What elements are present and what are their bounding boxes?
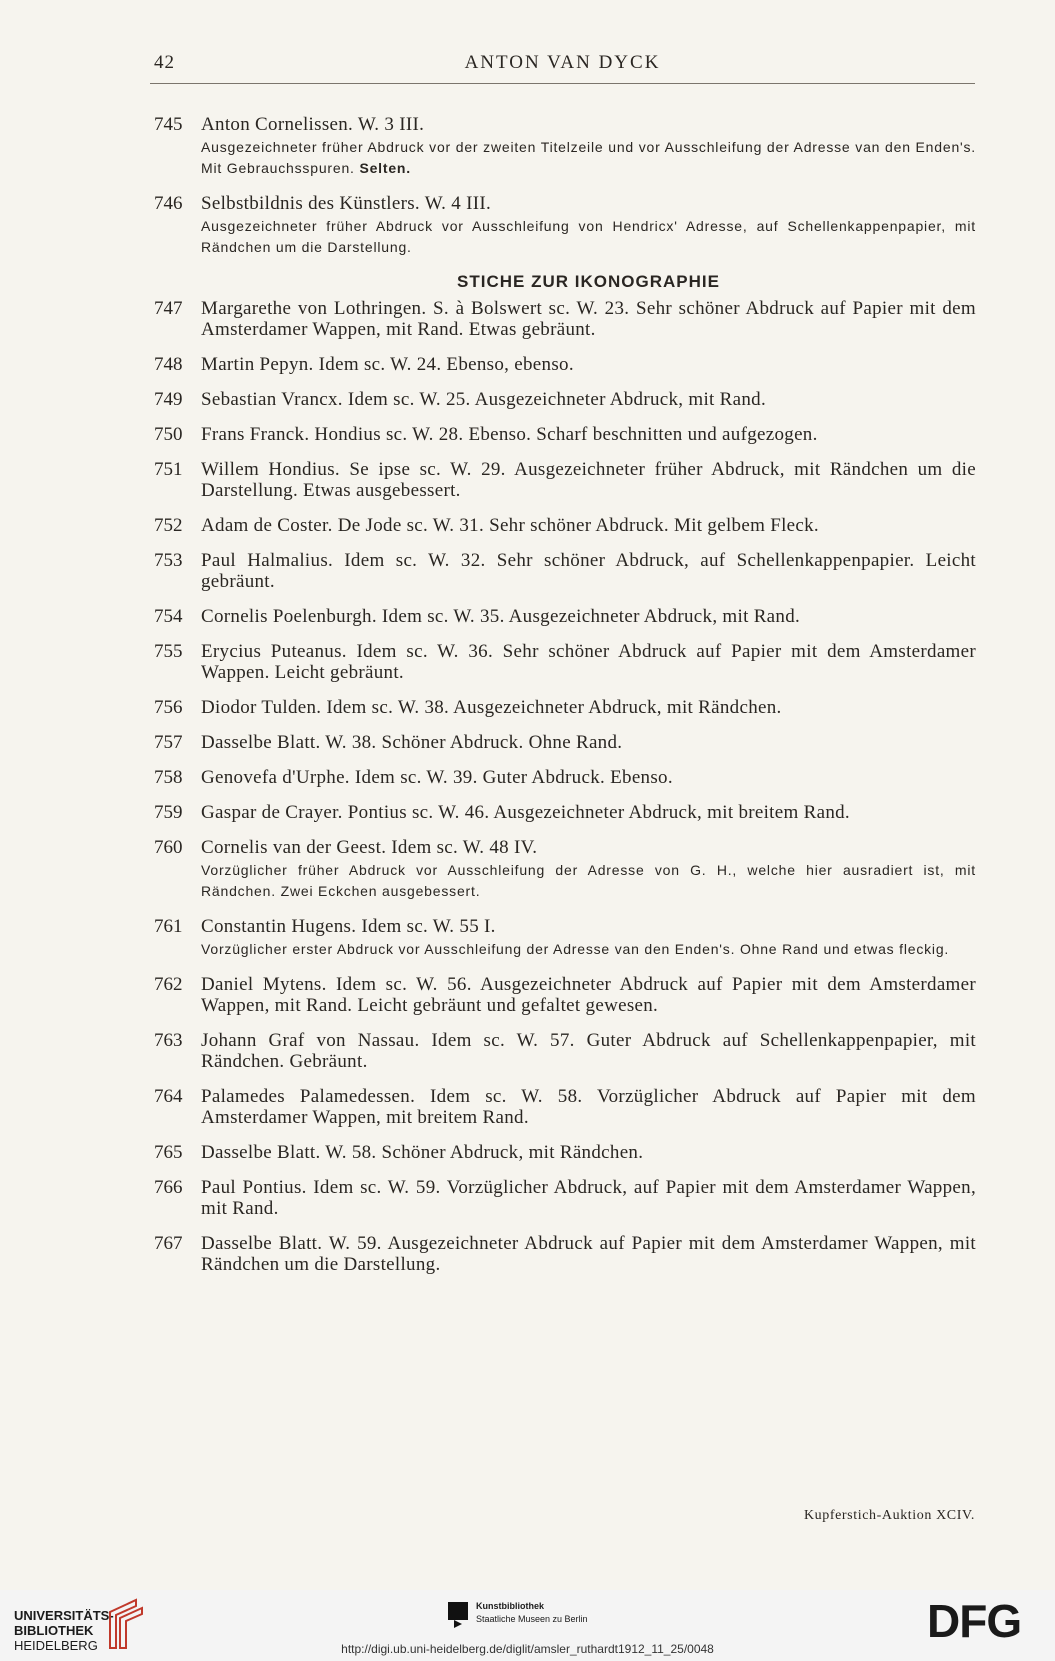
catalog-content: [150, 114, 976, 1289]
ub-line-2: BIBLIOTHEK: [14, 1623, 94, 1638]
entry-number: 766: [154, 1177, 183, 1198]
entry-note: [201, 939, 976, 960]
entry-text: Genovefa d'Urphe. Idem sc. W. 39. Guter Abdruck. Ebenso.: [201, 767, 673, 788]
catalog-entry: [150, 515, 976, 536]
entry-number: 749: [154, 389, 183, 410]
kunstbibliothek-logo[interactable]: [448, 1596, 648, 1636]
entry-number: 753: [154, 550, 183, 571]
entry-note-text: Ausgezeichneter früher Abdruck vor Ausschleifung von Hendricx' Adresse, auf Schellenkappenpapier, mit Rändchen um die Darstellung.: [201, 218, 976, 255]
entry-text: Margarethe von Lothringen. S. à Bolswert sc. W. 23. Sehr schöner Abdruck auf Papier mit dem Amsterdamer Wappen, mit Rand. Etwas gebräunt.: [201, 298, 976, 340]
catalog-entry: [150, 641, 976, 683]
entry-list-bottom: [150, 974, 976, 1275]
entry-text: Paul Halmalius. Idem sc. W. 32. Sehr schöner Abdruck, auf Schellenkappenpapier. Leicht gebräunt.: [201, 550, 976, 592]
entry-note: [201, 137, 976, 179]
entry-text: Gaspar de Crayer. Pontius sc. W. 46. Ausgezeichneter Abdruck, mit breitem Rand.: [201, 802, 850, 823]
entry-number: 750: [154, 424, 183, 445]
catalog-entry: [150, 298, 976, 340]
entry-note-emphasis: Selten.: [359, 160, 411, 176]
entry-number: 763: [154, 1030, 183, 1051]
entry-text: Dasselbe Blatt. W. 58. Schöner Abdruck, mit Rändchen.: [201, 1142, 644, 1163]
entry-list-annotated: [150, 837, 976, 960]
running-title: ANTON VAN DYCK: [464, 52, 661, 73]
entry-text: Daniel Mytens. Idem sc. W. 56. Ausgezeichneter Abdruck auf Papier mit dem Amsterdamer Wappen, mit Rand. Leicht gebräunt und gefaltet gewesen.: [201, 974, 976, 1016]
entry-text: Johann Graf von Nassau. Idem sc. W. 57. Guter Abdruck auf Schellenkappenpapier, mit Rändchen. Gebräunt.: [201, 1030, 976, 1072]
entry-text: Constantin Hugens. Idem sc. W. 55 I.: [201, 916, 496, 937]
entry-number: 745: [154, 114, 183, 135]
entry-text: Paul Pontius. Idem sc. W. 59. Vorzüglicher Abdruck, auf Papier mit dem Amsterdamer Wappen, mit Rand.: [201, 1177, 976, 1219]
entry-note: [201, 860, 976, 902]
entry-text: Dasselbe Blatt. W. 38. Schöner Abdruck. Ohne Rand.: [201, 732, 623, 753]
page-number: 42: [154, 52, 175, 73]
entry-number: 759: [154, 802, 183, 823]
entry-text: Frans Franck. Hondius sc. W. 28. Ebenso. Scharf beschnitten und aufgezogen.: [201, 424, 818, 445]
entry-text: Martin Pepyn. Idem sc. W. 24. Ebenso, ebenso.: [201, 354, 574, 375]
entry-text: Diodor Tulden. Idem sc. W. 38. Ausgezeichneter Abdruck, mit Rändchen.: [201, 697, 782, 718]
entry-number: 752: [154, 515, 183, 536]
catalog-entry: [150, 732, 976, 753]
entry-text: Anton Cornelissen. W. 3 III.: [201, 114, 425, 135]
kb-line-1: Kunstbibliothek: [476, 1601, 544, 1611]
source-url-link[interactable]: http://digi.ub.uni-heidelberg.de/diglit/amsler_ruthardt1912_11_25/0048: [341, 1642, 714, 1656]
ub-line-3: HEIDELBERG: [14, 1638, 98, 1653]
catalog-entry: [150, 606, 976, 627]
header-rule: [150, 83, 975, 84]
entry-number: 755: [154, 641, 183, 662]
entry-number: 767: [154, 1233, 183, 1254]
catalog-entry: [150, 193, 976, 258]
entry-note: [201, 216, 976, 258]
entry-number: 765: [154, 1142, 183, 1163]
catalog-entry: [150, 550, 976, 592]
entry-note-text: Vorzüglicher früher Abdruck vor Ausschleifung der Adresse von G. H., welche hier ausradiert ist, mit Rändchen. Zwei Eckchen ausgebessert.: [201, 862, 976, 899]
entry-number: 756: [154, 697, 183, 718]
catalog-entry: [150, 916, 976, 960]
catalog-entry: [150, 1177, 976, 1219]
catalog-entry: [150, 424, 976, 445]
digitization-footer: [0, 1590, 1055, 1661]
entry-text: Willem Hondius. Se ipse sc. W. 29. Ausgezeichneter früher Abdruck, mit Rändchen um die Darstellung. Etwas ausgebessert.: [201, 459, 976, 501]
entry-text: Cornelis van der Geest. Idem sc. W. 48 IV.: [201, 837, 538, 858]
dfg-logo[interactable]: DFG: [927, 1595, 1022, 1647]
entry-number: 762: [154, 974, 183, 995]
entry-text: Sebastian Vrancx. Idem sc. W. 25. Ausgezeichneter Abdruck, mit Rand.: [201, 389, 767, 410]
entry-number: 748: [154, 354, 183, 375]
entry-number: 760: [154, 837, 183, 858]
entry-text: Selbstbildnis des Künstlers. W. 4 III.: [201, 193, 492, 214]
entry-number: 758: [154, 767, 183, 788]
kunstbibliothek-wordmark: [476, 1600, 588, 1626]
running-head: [150, 52, 975, 78]
entry-list-top: [150, 114, 976, 258]
catalog-entry: [150, 802, 976, 823]
footer-signature: Kupferstich-Auktion XCIV.: [803, 1508, 975, 1523]
catalog-entry: [150, 389, 976, 410]
entry-text: Palamedes Palamedessen. Idem sc. W. 58. Vorzüglicher Abdruck auf Papier mit dem Amsterdamer Wappen, mit breitem Rand.: [201, 1086, 976, 1128]
entry-text: Dasselbe Blatt. W. 59. Ausgezeichneter Abdruck auf Papier mit dem Amsterdamer Wappen, mit Rändchen um die Darstellung.: [201, 1233, 976, 1275]
catalog-entry: [150, 767, 976, 788]
entry-list-main: [150, 298, 976, 823]
entry-number: 754: [154, 606, 183, 627]
entry-text: Adam de Coster. De Jode sc. W. 31. Sehr schöner Abdruck. Mit gelbem Fleck.: [201, 515, 819, 536]
catalog-entry: [150, 974, 976, 1016]
entry-number: 751: [154, 459, 183, 480]
entry-text: Cornelis Poelenburgh. Idem sc. W. 35. Ausgezeichneter Abdruck, mit Rand.: [201, 606, 801, 627]
catalog-entry: [150, 114, 976, 179]
catalog-entry: [150, 697, 976, 718]
entry-number: 746: [154, 193, 183, 214]
catalog-entry: [150, 1086, 976, 1128]
entry-note-text: Vorzüglicher erster Abdruck vor Ausschleifung der Adresse van den Enden's. Ohne Rand und etwas fleckig.: [201, 941, 950, 957]
kunstbibliothek-emblem-icon: [448, 1602, 468, 1628]
catalog-entry: [150, 1142, 976, 1163]
catalog-entry: [150, 1233, 976, 1275]
entry-number: 764: [154, 1086, 183, 1107]
entry-text: Erycius Puteanus. Idem sc. W. 36. Sehr schöner Abdruck auf Papier mit dem Amsterdamer Wappen. Leicht gebräunt.: [201, 641, 976, 683]
entry-number: 747: [154, 298, 183, 319]
kb-line-2: Staatliche Museen zu Berlin: [476, 1614, 588, 1624]
ub-line-1: UNIVERSITÄTS-: [14, 1608, 114, 1623]
catalog-entry: [150, 1030, 976, 1072]
catalog-entry: [150, 459, 976, 501]
entry-number: 757: [154, 732, 183, 753]
catalog-entry: [150, 837, 976, 902]
catalog-entry: [150, 354, 976, 375]
section-heading: STICHE ZUR IKONOGRAPHIE: [457, 272, 720, 291]
entry-note-text: Ausgezeichneter früher Abdruck vor der zweiten Titelzeile und vor Ausschleifung der Adresse van den Enden's. Mit Gebrauchsspuren.: [201, 139, 976, 176]
entry-number: 761: [154, 916, 183, 937]
